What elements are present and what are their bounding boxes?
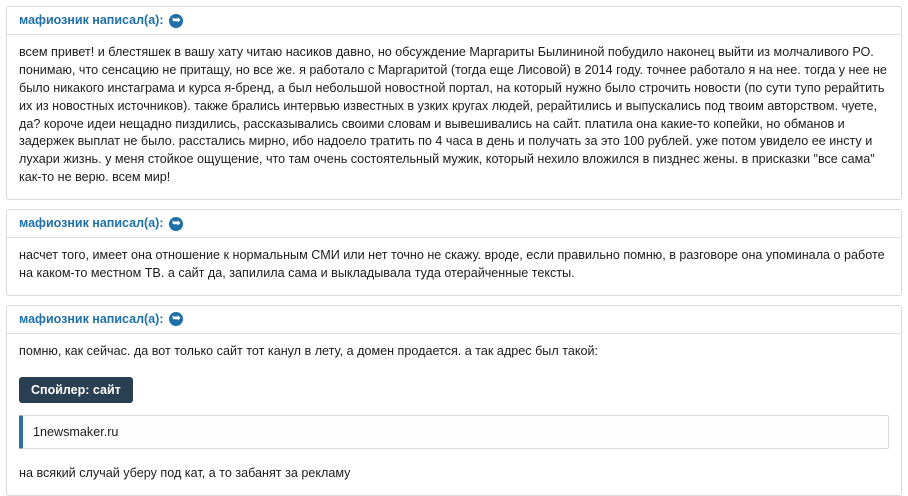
post-body xyxy=(7,334,901,373)
post-author[interactable]: мафиозник написал(а): xyxy=(19,216,164,230)
spoiler-toggle-wrap xyxy=(7,373,901,405)
post-header xyxy=(7,306,901,331)
post-footer-text: на всякий случай уберу под кат, а то забанят за рекламу xyxy=(19,465,351,480)
post-body xyxy=(7,238,901,295)
post-text: помню, как сейчас. да вот только сайт тот канул в лету, а домен продается. а так адрес был такой: xyxy=(19,343,599,358)
post-2 xyxy=(6,209,902,296)
quote-icon[interactable]: ➥ xyxy=(169,14,183,28)
quote-icon[interactable]: ➥ xyxy=(169,312,183,326)
post-header xyxy=(7,7,901,32)
post-header xyxy=(7,210,901,235)
quote-icon[interactable]: ➥ xyxy=(169,217,183,231)
forum-thread xyxy=(0,6,908,496)
post-author[interactable]: мафиозник написал(а): xyxy=(19,13,164,27)
post-1 xyxy=(6,6,902,200)
spoiler-content: 1newsmaker.ru xyxy=(19,415,889,449)
spoiler-toggle-button[interactable]: Спойлер: сайт xyxy=(19,377,133,403)
post-3 xyxy=(6,305,902,496)
post-text: всем привет! и блестяшек в вашу хату читаю насиков давно, но обсуждение Маргариты Былининой побудило наконец выйти из молчаливого РО. понимаю, что сенсацию не притащу, но все же. я работало с Маргаритой (тогда еще Лисовой) в 2014 году. точнее работало я на нее. тогда у нее не было никакого инстаграма и курса я-бренд, а был небольшой новостной портал, на который нужно было строчить новости (по сути тупо рерайтить их из новостных источников). также брались интервью известных в узких кругах людей, рерайтились и выпускались под твоим авторством. чуете, да? короче идеи нещадно пиздились, рассказывались своими словам и вывешивались на сайт. платила она какие-то копейки, но обманов и задержек выплат не было. расстались мирно, ибо надоело тратить по 4 часа в день и получать за это 100 рублей. уже потом увидело ее инсту и лухари жизнь. у меня стойкое ощущение, что там очень состоятельный мужик, который нехило вложился в пизднес жены. в присказки "все сама" как-то не верю. всем мир! xyxy=(19,45,887,185)
post-text: насчет того, имеет она отношение к нормальным СМИ или нет точно не скажу. вроде, если правильно помню, в разговоре она упоминала о работе на каком-то местном ТВ. а сайт да, запилила сама и выкладывала туда отерайченные тексты. xyxy=(19,248,885,280)
post-author[interactable]: мафиозник написал(а): xyxy=(19,311,164,326)
post-body xyxy=(7,35,901,199)
